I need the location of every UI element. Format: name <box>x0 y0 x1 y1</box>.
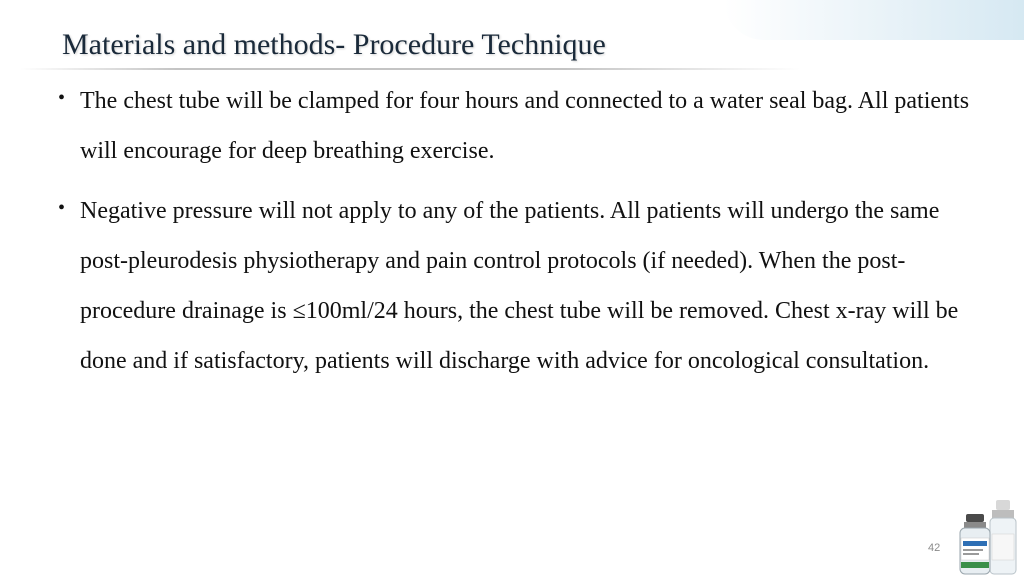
title-divider <box>20 68 800 70</box>
header-decoration <box>724 0 1024 40</box>
bullet-list <box>58 76 978 396</box>
bullet-dot-icon: • <box>58 87 66 109</box>
bullet-item-negative-pressure <box>58 186 978 386</box>
slide-title: Materials and methods- Procedure Technique <box>62 28 606 61</box>
bullet-text: The chest tube will be clamped for four hours and connected to a water seal bag. All patients will encourage for deep breathing exercise. <box>80 88 970 164</box>
page-number: 42 <box>928 542 941 554</box>
bullet-dot-icon: • <box>58 197 66 219</box>
bullet-item-clamping <box>58 76 978 176</box>
medicine-vials-icon <box>956 498 1022 576</box>
vial-back <box>990 500 1016 574</box>
vial-front <box>960 514 990 574</box>
bullet-text: Negative pressure will not apply to any of the patients. All patients will undergo the same post-pleurodesis physiotherapy and pain control protocols (if needed). When the post-procedure drainage is ≤100ml/24 hours, the chest tube will be removed. Chest x-ray will be done and if satisfactory, patients will discharge with advice for oncological consultation. <box>80 198 959 374</box>
